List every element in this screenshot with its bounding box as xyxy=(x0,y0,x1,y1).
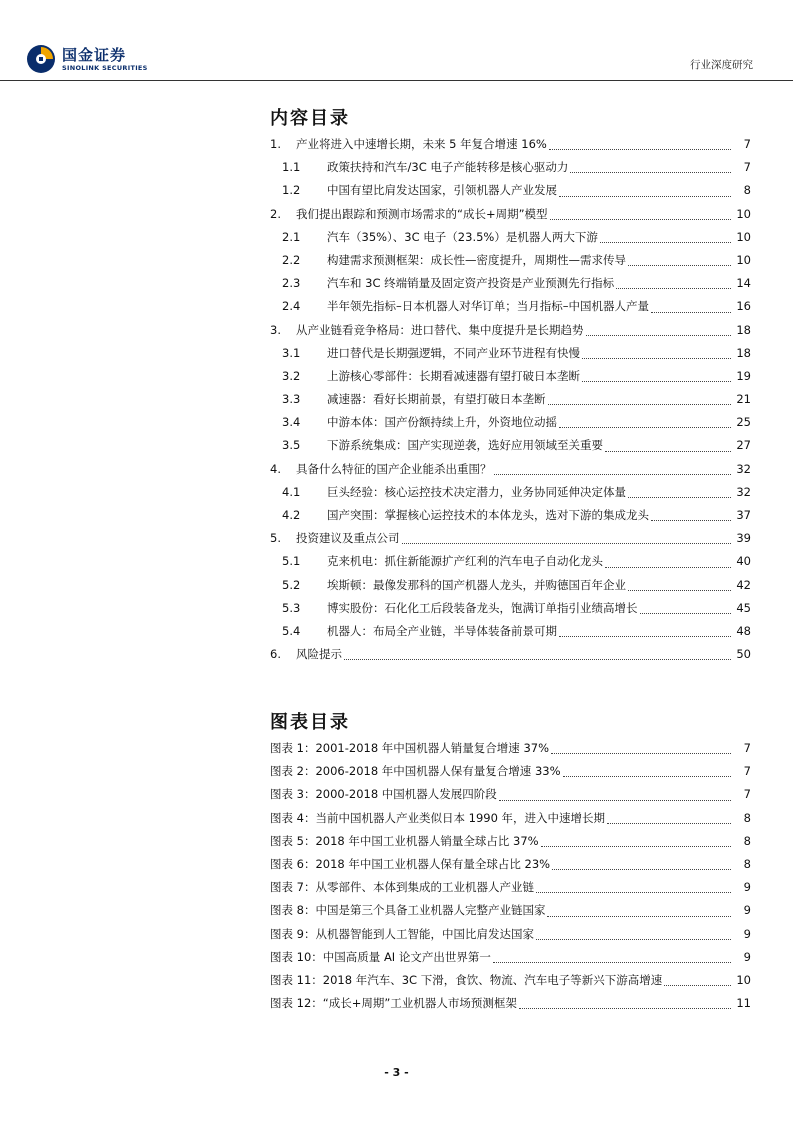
toc-entry-title: 构建需求预测框架：成长性—密度提升，周期性—需求传导 xyxy=(327,249,626,272)
toc-entry-number: 5.4 xyxy=(282,623,301,638)
toc-leader-dots xyxy=(582,357,731,359)
toc-entry-number: 3. xyxy=(270,322,281,337)
figure-entry[interactable] xyxy=(270,807,751,830)
toc-entry-title: 埃斯顿：最像发那科的国产机器人龙头，并购德国百年企业 xyxy=(327,574,626,597)
toc-entry[interactable] xyxy=(270,504,751,527)
toc-entry[interactable] xyxy=(270,527,751,550)
toc-entry[interactable] xyxy=(270,458,751,481)
figures-heading: 图表目录 xyxy=(270,712,350,733)
toc-entry-title: 中国有望比肩发达国家，引领机器人产业发展 xyxy=(327,179,557,202)
toc-entry-number: 2.2 xyxy=(282,252,301,267)
toc-entry-title: 产业将进入中速增长期，未来 5 年复合增速 16% xyxy=(296,133,547,156)
figure-entry-page: 9 xyxy=(743,926,751,941)
toc-leader-dots xyxy=(548,403,731,405)
figure-leader-dots xyxy=(664,984,731,986)
toc-entry-number: 1. xyxy=(270,137,281,151)
toc-entry-title: 汽车（35%）、3C 电子（23.5%）是机器人两大下游 xyxy=(327,226,598,249)
toc-entry-number: 1.1 xyxy=(282,160,301,175)
toc-entry[interactable] xyxy=(270,550,751,573)
toc-entry[interactable] xyxy=(270,295,751,318)
logo-english-name: SINOLINK SECURITIES xyxy=(62,63,148,72)
figure-entry-page: 9 xyxy=(743,880,751,895)
toc-entry[interactable] xyxy=(270,249,751,272)
figure-entry-title: 图表 10：中国高质量 AI 论文产出世界第一 xyxy=(270,946,491,969)
toc-leader-dots xyxy=(549,148,731,150)
toc-entry-page: 27 xyxy=(736,438,751,453)
toc-entry[interactable] xyxy=(270,574,751,597)
toc-entry-title: 投资建议及重点公司 xyxy=(296,527,400,550)
figure-entry[interactable] xyxy=(270,899,751,922)
toc-entry-number: 1.2 xyxy=(282,183,301,198)
figure-entry[interactable] xyxy=(270,783,751,806)
figure-leader-dots xyxy=(551,752,731,754)
toc-entry[interactable] xyxy=(270,388,751,411)
figure-entry-page: 11 xyxy=(736,996,751,1011)
figure-entry-title: 图表 9：从机器智能到人工智能，中国比肩发达国家 xyxy=(270,923,534,946)
toc-leader-dots xyxy=(559,426,731,428)
figure-entry[interactable] xyxy=(270,946,751,969)
toc-entry-page: 45 xyxy=(736,600,751,615)
toc-leader-dots xyxy=(651,311,731,313)
toc-entry-title: 从产业链看竞争格局：进口替代、集中度提升是长期趋势 xyxy=(296,319,584,342)
toc-entry-title: 进口替代是长期强逻辑，不同产业环节进程有快慢 xyxy=(327,342,580,365)
figure-entry-title: 图表 7：从零部件、本体到集成的工业机器人产业链 xyxy=(270,876,534,899)
toc-entry-page: 10 xyxy=(736,229,751,244)
toc-entry-page: 7 xyxy=(743,137,751,151)
toc-entry-page: 10 xyxy=(736,252,751,267)
toc-entry-page: 18 xyxy=(736,322,751,337)
report-category: 行业深度研究 xyxy=(690,59,753,71)
figure-leader-dots xyxy=(607,822,731,824)
toc-entry-number: 3.5 xyxy=(282,438,301,453)
toc-entry[interactable] xyxy=(270,434,751,457)
toc-entry-number: 2.3 xyxy=(282,276,301,291)
toc-entry-title: 风险提示 xyxy=(296,643,342,666)
toc-leader-dots xyxy=(628,264,731,266)
toc-leader-dots xyxy=(402,542,731,544)
toc-entry-title: 具备什么特征的国产企业能杀出重围？ xyxy=(296,458,492,481)
toc-entry-page: 10 xyxy=(736,206,751,221)
toc-leader-dots xyxy=(582,380,731,382)
toc-entry-title: 博实股份：石化化工后段装备龙头，饱满订单指引业绩高增长 xyxy=(327,597,638,620)
toc-leader-dots xyxy=(616,287,731,289)
toc-entry-title: 半年领先指标–日本机器人对华订单；当月指标–中国机器人产量 xyxy=(327,295,649,318)
toc-entry-page: 14 xyxy=(736,276,751,291)
toc-entry[interactable] xyxy=(270,179,751,202)
toc-entry-page: 19 xyxy=(736,368,751,383)
toc-entry-number: 2.4 xyxy=(282,299,301,314)
toc-leader-dots xyxy=(559,635,731,637)
toc-entry-page: 25 xyxy=(736,415,751,430)
toc-entry-number: 3.1 xyxy=(282,345,301,360)
figure-entry-page: 8 xyxy=(743,810,751,825)
figure-leader-dots xyxy=(519,1007,731,1009)
figure-entry[interactable] xyxy=(270,760,751,783)
figures-list xyxy=(270,737,751,1015)
figure-leader-dots xyxy=(536,938,731,940)
toc-entry[interactable] xyxy=(270,411,751,434)
toc-entry-number: 5.3 xyxy=(282,600,301,615)
contents-list xyxy=(270,133,751,666)
toc-entry-title: 机器人：布局全产业链，半导体装备前景可期 xyxy=(327,620,557,643)
page-number: - 3 - xyxy=(384,1066,409,1079)
toc-leader-dots xyxy=(640,612,731,614)
figure-entry-title: 图表 2：2006-2018 年中国机器人保有量复合增速 33% xyxy=(270,760,561,783)
toc-entry[interactable] xyxy=(270,319,751,342)
figure-entry-title: 图表 1：2001-2018 年中国机器人销量复合增速 37% xyxy=(270,737,549,760)
toc-entry-page: 21 xyxy=(736,392,751,407)
toc-entry-number: 2. xyxy=(270,206,281,221)
toc-leader-dots xyxy=(550,218,731,220)
toc-entry-page: 39 xyxy=(736,531,751,546)
figure-leader-dots xyxy=(499,799,731,801)
toc-leader-dots xyxy=(586,334,731,336)
company-logo xyxy=(26,44,148,74)
header-divider xyxy=(0,80,793,81)
toc-entry-page: 7 xyxy=(743,160,751,175)
figure-entry[interactable] xyxy=(270,853,751,876)
toc-entry-title: 上游核心零部件：长期看减速器有望打破日本垄断 xyxy=(327,365,580,388)
toc-entry-number: 5.1 xyxy=(282,554,301,569)
figure-leader-dots xyxy=(563,775,731,777)
toc-entry-page: 32 xyxy=(736,461,751,476)
logo-chinese-name: 国金证券 xyxy=(62,45,127,64)
figure-leader-dots xyxy=(541,845,731,847)
toc-entry[interactable] xyxy=(270,342,751,365)
toc-entry-title: 中游本体：国产份额持续上升，外资地位动摇 xyxy=(327,411,557,434)
toc-entry-number: 5. xyxy=(270,531,281,546)
toc-entry[interactable] xyxy=(270,597,751,620)
figure-entry[interactable] xyxy=(270,737,751,760)
toc-leader-dots xyxy=(628,496,731,498)
toc-entry-number: 4.1 xyxy=(282,484,301,499)
figure-entry-page: 8 xyxy=(743,833,751,848)
toc-leader-dots xyxy=(628,589,731,591)
toc-entry-page: 40 xyxy=(736,554,751,569)
contents-heading: 内容目录 xyxy=(270,108,350,129)
figure-entry-title: 图表 8：中国是第三个具备工业机器人完整产业链国家 xyxy=(270,899,545,922)
figure-entry-title: 图表 6：2018 年中国工业机器人保有量全球占比 23% xyxy=(270,853,550,876)
figure-entry[interactable] xyxy=(270,923,751,946)
toc-entry-title: 汽车和 3C 终端销量及固定资产投资是产业预测先行指标 xyxy=(327,272,614,295)
figure-entry-page: 9 xyxy=(743,949,751,964)
toc-entry[interactable] xyxy=(270,620,751,643)
toc-entry-page: 37 xyxy=(736,508,751,522)
figure-entry-title: 图表 4：当前中国机器人产业类似日本 1990 年，进入中速增长期 xyxy=(270,807,605,830)
toc-entry-number: 4.2 xyxy=(282,508,301,522)
toc-entry-page: 48 xyxy=(736,623,751,638)
figure-entry-page: 7 xyxy=(743,787,751,802)
toc-entry-title: 国产突围：掌握核心运控技术的本体龙头，选对下游的集成龙头 xyxy=(327,504,649,527)
toc-leader-dots xyxy=(570,171,731,173)
toc-entry-title: 下游系统集成：国产实现逆袭，选好应用领域至关重要 xyxy=(327,434,603,457)
figure-entry-page: 8 xyxy=(743,856,751,871)
toc-entry-page: 42 xyxy=(736,577,751,592)
toc-entry[interactable] xyxy=(270,133,751,156)
toc-entry-number: 4. xyxy=(270,461,281,476)
figure-entry-page: 10 xyxy=(736,972,751,987)
toc-entry-number: 5.2 xyxy=(282,577,301,592)
figure-entry[interactable] xyxy=(270,969,751,992)
figure-entry[interactable] xyxy=(270,830,751,853)
toc-entry-page: 8 xyxy=(743,183,751,198)
toc-entry-title: 减速器：看好长期前景，有望打破日本垄断 xyxy=(327,388,546,411)
toc-entry-number: 2.1 xyxy=(282,229,301,244)
figure-entry-title: 图表 12：“成长+周期”工业机器人市场预测框架 xyxy=(270,992,517,1015)
toc-leader-dots xyxy=(605,566,731,568)
toc-entry-title: 政策扶持和汽车/3C 电子产能转移是核心驱动力 xyxy=(327,156,568,179)
toc-entry[interactable] xyxy=(270,226,751,249)
toc-leader-dots xyxy=(494,473,731,475)
toc-entry[interactable] xyxy=(270,481,751,504)
toc-entry[interactable] xyxy=(270,272,751,295)
figure-entry-title: 图表 11：2018 年汽车、3C 下滑，食饮、物流、汽车电子等新兴下游高增速 xyxy=(270,969,662,992)
toc-entry-page: 32 xyxy=(736,484,751,499)
figure-entry-page: 9 xyxy=(743,903,751,918)
figure-entry[interactable] xyxy=(270,992,751,1015)
figure-leader-dots xyxy=(547,915,731,917)
toc-entry[interactable] xyxy=(270,156,751,179)
toc-entry-title: 我们提出跟踪和预测市场需求的“成长+周期”模型 xyxy=(296,203,548,226)
figure-entry-page: 7 xyxy=(743,764,751,779)
figure-leader-dots xyxy=(552,868,731,870)
toc-leader-dots xyxy=(559,195,731,197)
toc-entry-title: 巨头经验：核心运控技术决定潜力，业务协同延伸决定体量 xyxy=(327,481,626,504)
toc-entry-number: 3.2 xyxy=(282,368,301,383)
figure-entry[interactable] xyxy=(270,876,751,899)
toc-leader-dots xyxy=(344,658,731,660)
toc-entry-page: 18 xyxy=(736,345,751,360)
toc-entry[interactable] xyxy=(270,643,751,666)
toc-leader-dots xyxy=(600,241,731,243)
figure-entry-title: 图表 3：2000-2018 中国机器人发展四阶段 xyxy=(270,783,497,806)
toc-entry-page: 50 xyxy=(736,647,751,662)
figure-leader-dots xyxy=(536,891,731,893)
toc-leader-dots xyxy=(651,519,731,521)
figure-entry-page: 7 xyxy=(743,741,751,755)
sinolink-logo-icon xyxy=(26,44,56,74)
toc-entry-number: 3.3 xyxy=(282,392,301,407)
figure-leader-dots xyxy=(493,961,731,963)
toc-entry-number: 3.4 xyxy=(282,415,301,430)
toc-entry-page: 16 xyxy=(736,299,751,314)
figure-entry-title: 图表 5：2018 年中国工业机器人销量全球占比 37% xyxy=(270,830,539,853)
page-header xyxy=(0,0,793,84)
toc-entry[interactable] xyxy=(270,365,751,388)
toc-entry-number: 6. xyxy=(270,647,281,662)
toc-entry[interactable] xyxy=(270,203,751,226)
toc-entry-title: 克来机电：抓住新能源扩产红利的汽车电子自动化龙头 xyxy=(327,550,603,573)
toc-leader-dots xyxy=(605,450,731,452)
